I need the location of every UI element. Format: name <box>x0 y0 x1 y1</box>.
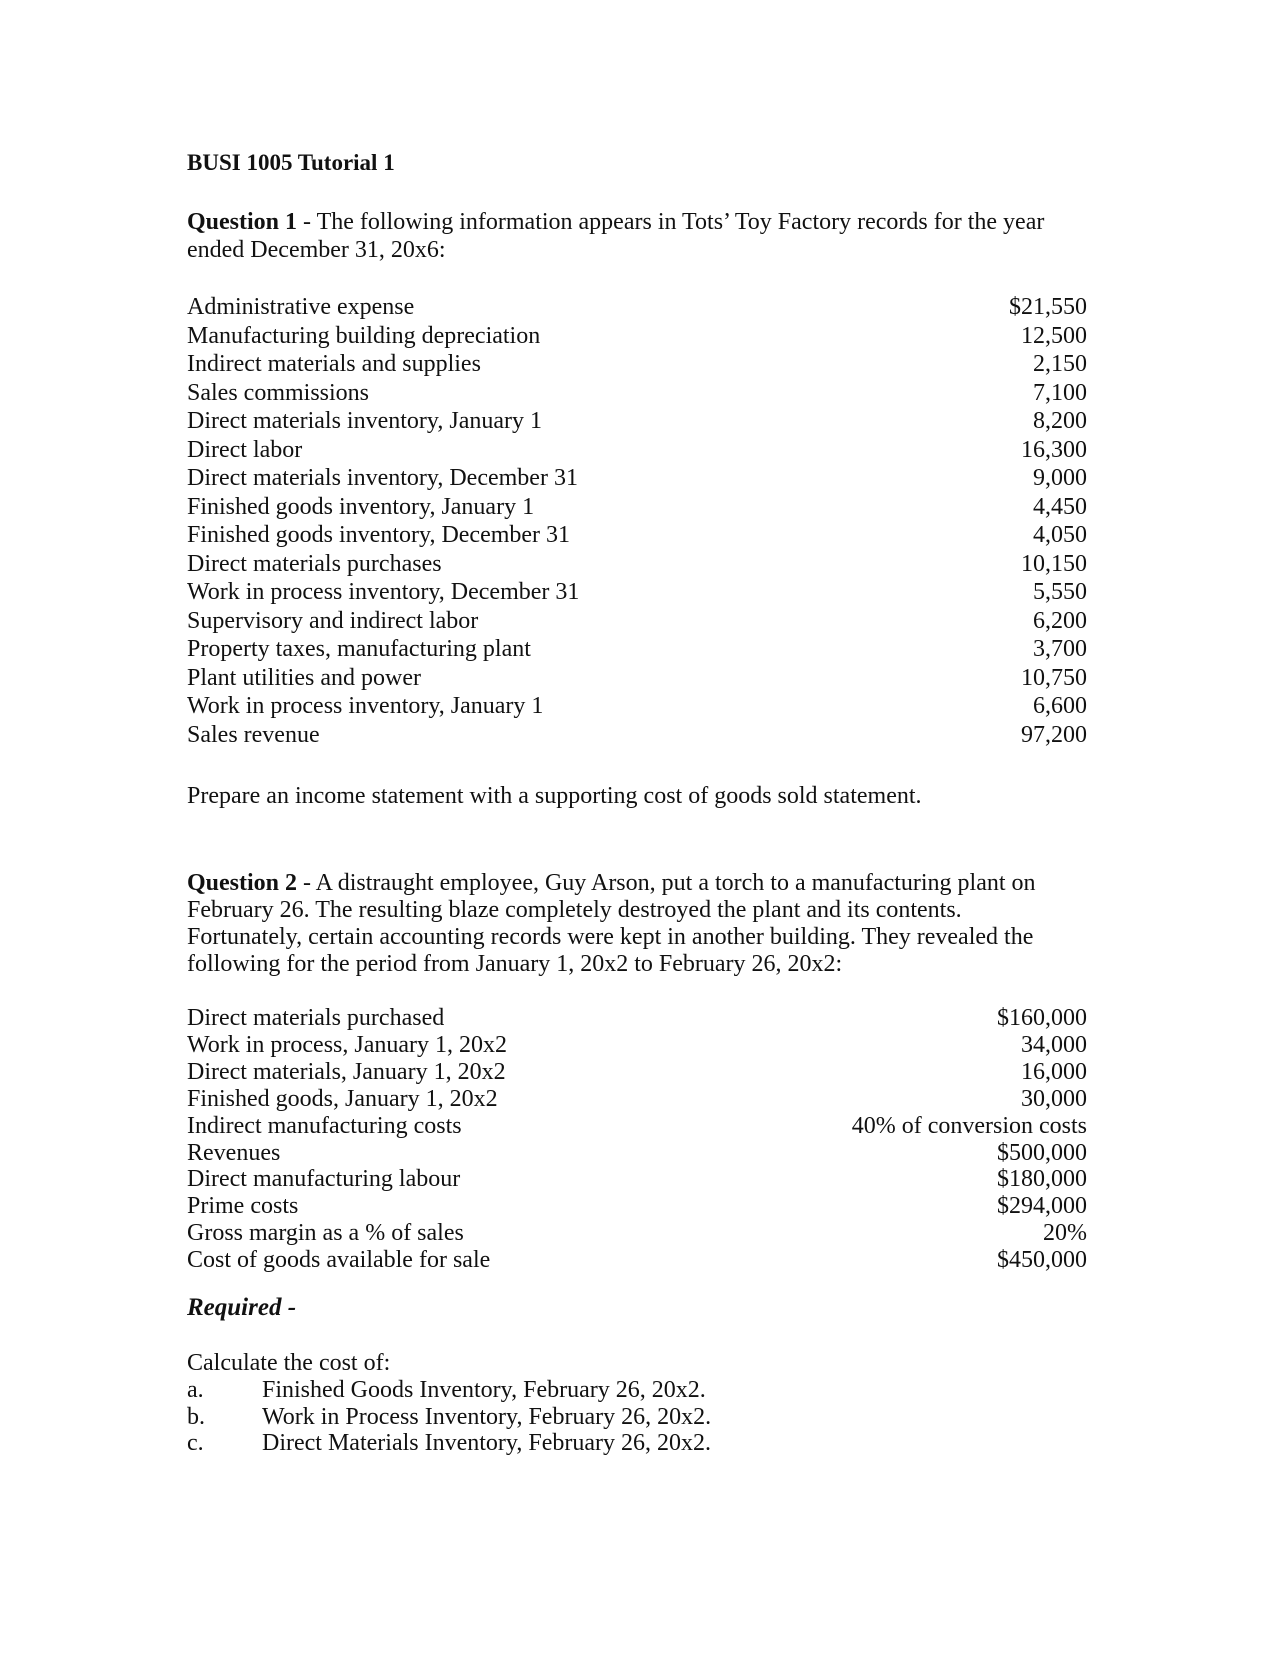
item-value: $160,000 <box>997 1005 1087 1031</box>
table-row <box>187 1166 1087 1193</box>
item-label: Finished goods, January 1, 20x2 <box>187 1085 498 1112</box>
table-row <box>187 493 1087 522</box>
item-label: Sales commissions <box>187 379 370 406</box>
calc-intro: Calculate the cost of: <box>187 1350 391 1376</box>
list-item-letter: b. <box>187 1403 205 1430</box>
item-label: Direct manufacturing labour <box>187 1166 461 1193</box>
item-value: 34,000 <box>1021 1031 1087 1058</box>
item-value: 16,000 <box>1021 1058 1087 1085</box>
item-value: $500,000 <box>997 1139 1087 1166</box>
item-value: 3,700 <box>1033 636 1087 662</box>
item-value: $294,000 <box>997 1193 1087 1220</box>
item-value: $180,000 <box>997 1166 1087 1193</box>
item-label: Prime costs <box>187 1193 299 1220</box>
table-row <box>187 607 1087 636</box>
item-value: 9,000 <box>1033 465 1087 491</box>
item-value: 8,200 <box>1033 408 1087 434</box>
table-row <box>187 1086 1087 1113</box>
item-value: 5,550 <box>1033 579 1087 605</box>
question-1-intro <box>187 208 1087 264</box>
item-label: Revenues <box>187 1139 281 1166</box>
item-label: Finished goods inventory, December 31 <box>187 522 571 548</box>
item-value: 30,000 <box>1021 1085 1087 1112</box>
question-2-intro-line-4: following for the period from January 1, 20x2 to February 26, 20x2: <box>187 951 843 977</box>
item-label: Direct materials, January 1, 20x2 <box>187 1058 506 1085</box>
list-item-letter: a. <box>187 1377 204 1403</box>
question-2-intro-line-1: - A distraught employee, Guy Arson, put a torch to a manufacturing plant on <box>297 870 1036 896</box>
table-row <box>187 1140 1087 1167</box>
item-value: 20% <box>1043 1220 1087 1247</box>
question-2-data-table <box>187 1005 1087 1274</box>
item-value: 7,100 <box>1033 379 1087 406</box>
item-value: $21,550 <box>1009 294 1087 320</box>
item-label: Administrative expense <box>187 294 415 320</box>
question-2-intro <box>187 870 1087 978</box>
question-1-data-table <box>187 293 1087 749</box>
table-row <box>187 664 1087 693</box>
table-row <box>187 692 1087 721</box>
item-label: Direct materials purchased <box>187 1005 445 1031</box>
item-label: Indirect manufacturing costs <box>187 1112 462 1139</box>
table-row <box>187 578 1087 607</box>
item-label: Work in process, January 1, 20x2 <box>187 1031 508 1058</box>
item-label: Cost of goods available for sale <box>187 1247 491 1274</box>
table-row <box>187 379 1087 408</box>
item-label: Sales revenue <box>187 721 320 748</box>
item-label: Direct materials purchases <box>187 550 442 577</box>
item-value: $450,000 <box>997 1247 1087 1274</box>
table-row <box>187 1113 1087 1140</box>
list-item <box>187 1404 711 1431</box>
table-row <box>187 436 1087 465</box>
item-value: 6,200 <box>1033 607 1087 634</box>
question-2-intro-line-2: February 26. The resulting blaze completely destroyed the plant and its contents. <box>187 897 962 923</box>
question-1-intro-line-1: - The following information appears in Tots’ Toy Factory records for the year <box>297 209 1045 235</box>
table-row <box>187 464 1087 493</box>
list-item <box>187 1430 711 1457</box>
list-item-text: Finished Goods Inventory, February 26, 20x2. <box>262 1377 706 1403</box>
table-row <box>187 1220 1087 1247</box>
item-value: 97,200 <box>1021 721 1087 748</box>
item-value: 6,600 <box>1033 693 1087 719</box>
item-label: Manufacturing building depreciation <box>187 322 541 349</box>
question-2-intro-line-3: Fortunately, certain accounting records were kept in another building. They revealed the <box>187 924 1034 950</box>
question-2-label: Question 2 <box>187 870 298 896</box>
table-row <box>187 407 1087 436</box>
item-value: 16,300 <box>1021 436 1087 463</box>
item-label: Direct materials inventory, January 1 <box>187 408 542 434</box>
table-row <box>187 721 1087 750</box>
document-title: BUSI 1005 Tutorial 1 <box>187 150 395 175</box>
required-heading: Required - <box>187 1294 297 1321</box>
item-label: Supervisory and indirect labor <box>187 607 479 634</box>
item-value: 4,450 <box>1033 493 1087 520</box>
item-label: Finished goods inventory, January 1 <box>187 493 535 520</box>
item-label: Plant utilities and power <box>187 664 421 691</box>
table-row <box>187 635 1087 664</box>
table-row <box>187 322 1087 351</box>
table-row <box>187 293 1087 322</box>
item-value: 40% of conversion costs <box>851 1112 1087 1139</box>
table-row <box>187 1059 1087 1086</box>
table-row <box>187 550 1087 579</box>
list-item <box>187 1377 711 1404</box>
question-1-instruction: Prepare an income statement with a supporting cost of goods sold statement. <box>187 783 922 809</box>
item-value: 4,050 <box>1033 522 1087 548</box>
item-label: Property taxes, manufacturing plant <box>187 636 531 662</box>
calc-list <box>187 1377 711 1457</box>
question-1-label: Question 1 <box>187 209 298 235</box>
item-value: 2,150 <box>1033 351 1087 377</box>
item-label: Work in process inventory, January 1 <box>187 693 544 719</box>
item-label: Indirect materials and supplies <box>187 351 481 377</box>
item-value: 12,500 <box>1021 322 1087 349</box>
item-label: Direct materials inventory, December 31 <box>187 465 578 491</box>
question-1-intro-line-2: ended December 31, 20x6: <box>187 237 446 263</box>
table-row <box>187 521 1087 550</box>
item-label: Direct labor <box>187 436 303 463</box>
item-label: Gross margin as a % of sales <box>187 1220 464 1247</box>
item-label: Work in process inventory, December 31 <box>187 579 580 605</box>
item-value: 10,750 <box>1021 664 1087 691</box>
table-row <box>187 1247 1087 1274</box>
item-value: 10,150 <box>1021 550 1087 577</box>
table-row <box>187 1005 1087 1032</box>
list-item-text: Work in Process Inventory, February 26, 20x2. <box>262 1403 712 1430</box>
table-row <box>187 1032 1087 1059</box>
list-item-text: Direct Materials Inventory, February 26, 20x2. <box>262 1430 711 1456</box>
list-item-letter: c. <box>187 1430 204 1456</box>
table-row <box>187 350 1087 379</box>
table-row <box>187 1193 1087 1220</box>
